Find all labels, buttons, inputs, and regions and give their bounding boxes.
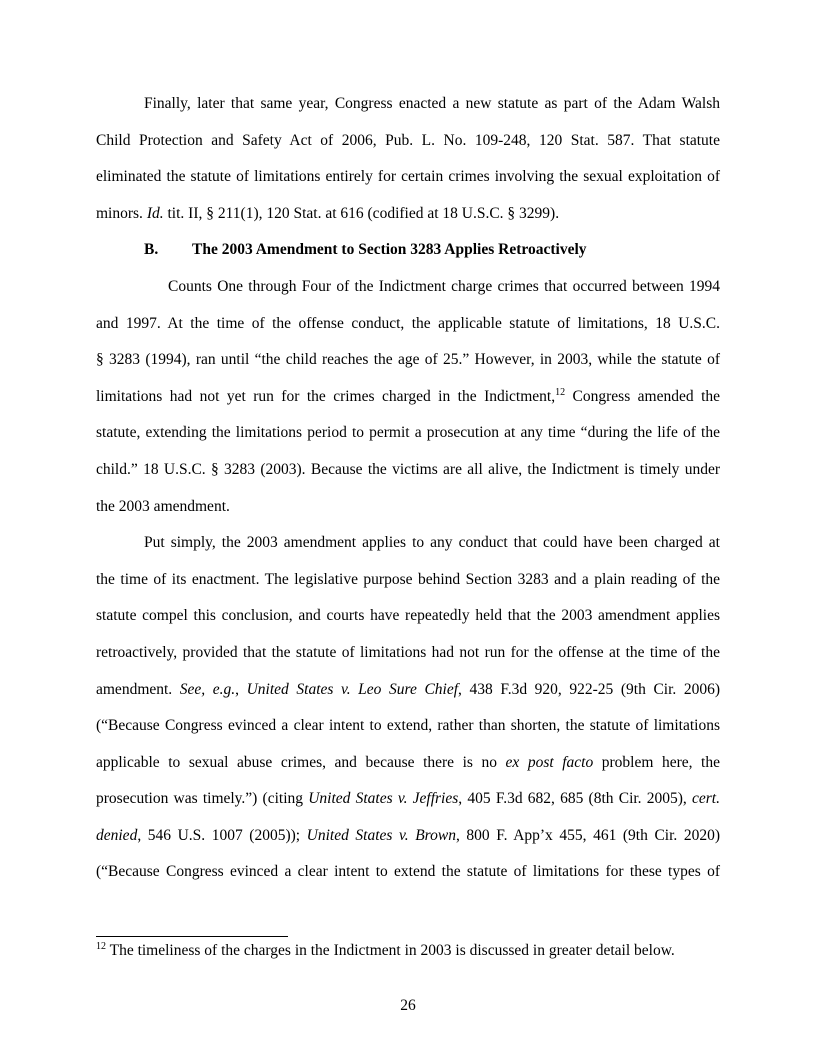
footnote-number: 12 [96,940,106,952]
footnote [96,942,675,960]
paragraph3-line [96,781,720,818]
case-name: United States v. Jeffries [308,790,459,808]
text-run: applicable to sexual abuse crimes, and because there is no [96,753,506,771]
signal-see: See, e.g. [179,680,236,698]
text-run: , [235,680,247,698]
paragraph2-line: § 3283 (1994), ran until “the child reaches the age of 25.” However, in 2003, while the statute of [96,351,720,369]
paragraph3-line [96,672,720,709]
paragraph3-line: (“Because Congress evinced a clear intent to extend the statute of limitations for these types of [96,863,720,881]
text-run: Congress amended the [565,387,721,405]
footnote-ref: 12 [555,386,566,398]
paragraph3-line: Put simply, the 2003 amendment applies to any conduct that could have been charged at [144,534,720,552]
paragraph3-line: retroactively, provided that the statute of limitations had not run for the offense at the time of the [96,643,720,661]
paragraph3-line [96,818,720,855]
paragraph3-line: statute compel this conclusion, and courts have repeatedly held that the 2003 amendment applies [96,607,720,625]
document-body [96,86,720,891]
paragraph1-line: Finally, later that same year, Congress enacted a new statute as part of the Adam Walsh [144,95,720,112]
text-run: prosecution was timely.”) (citing [96,790,309,808]
paragraph2-line: child.” 18 U.S.C. § 3283 (2003). Because the victims are all alive, the Indictment is timely under [96,460,720,478]
paragraph2-line: statute, extending the limitations period to permit a prosecution at any time “during the life of the [96,424,720,442]
paragraph3-line: (“Because Congress evinced a clear intent to extend, rather than shorten, the statute of limitations [96,717,720,735]
paragraph1-line: Child Protection and Safety Act of 2006, Pub. L. No. 109-248, 120 Stat. 587. That statute [96,131,720,149]
paragraph2-line: the 2003 amendment. [96,497,230,515]
section-letter: B. [144,241,159,259]
latin-phrase: ex post facto [505,753,594,771]
id-citation: Id. [146,204,164,222]
text-run: limitations had not yet run for the crimes charged in the Indictment, [96,387,556,405]
paragraph2-line: and 1997. At the time of the offense conduct, the applicable statute of limitations, 18 U.S.C. [96,314,720,332]
paragraph2-line: Counts One through Four of the Indictment charge crimes that occurred between 1994 [168,277,720,295]
text-run: , 800 F. App’x 455, 461 (9th Cir. 2020) [455,826,720,844]
cert-signal: cert. [692,790,720,808]
page-number: 26 [400,997,416,1014]
text-run: amendment. [96,680,180,698]
footnote-divider [96,936,288,937]
case-name: United States v. Leo Sure Chief [246,680,459,698]
case-name: United States v. Brown [306,826,456,844]
paragraph2-line [96,379,720,416]
text-run: minors. [96,204,147,222]
paragraph1-line [96,196,720,233]
footnote-text: The timeliness of the charges in the Indictment in 2003 is discussed in greater detail below. [106,942,675,959]
text-run: , 405 F.3d 682, 685 (8th Cir. 2005), [458,790,693,808]
text-run: tit. II, § 211(1), 120 Stat. at 616 (codified at 18 U.S.C. § 3299). [163,204,560,222]
paragraph3-line [96,745,720,782]
text-run: problem here, the [593,753,720,771]
paragraph1-line: eliminated the statute of limitations entirely for certain crimes involving the sexual exploitation of [96,168,720,186]
section-heading [96,232,720,269]
text-run: , 546 U.S. 1007 (2005)); [137,826,307,844]
cert-signal: denied [96,826,138,844]
section-title: The 2003 Amendment to Section 3283 Applies Retroactively [192,241,587,259]
text-run: , 438 F.3d 920, 922-25 (9th Cir. 2006) [458,680,721,698]
paragraph3-line: the time of its enactment. The legislative purpose behind Section 3283 and a plain reading of the [96,570,720,588]
